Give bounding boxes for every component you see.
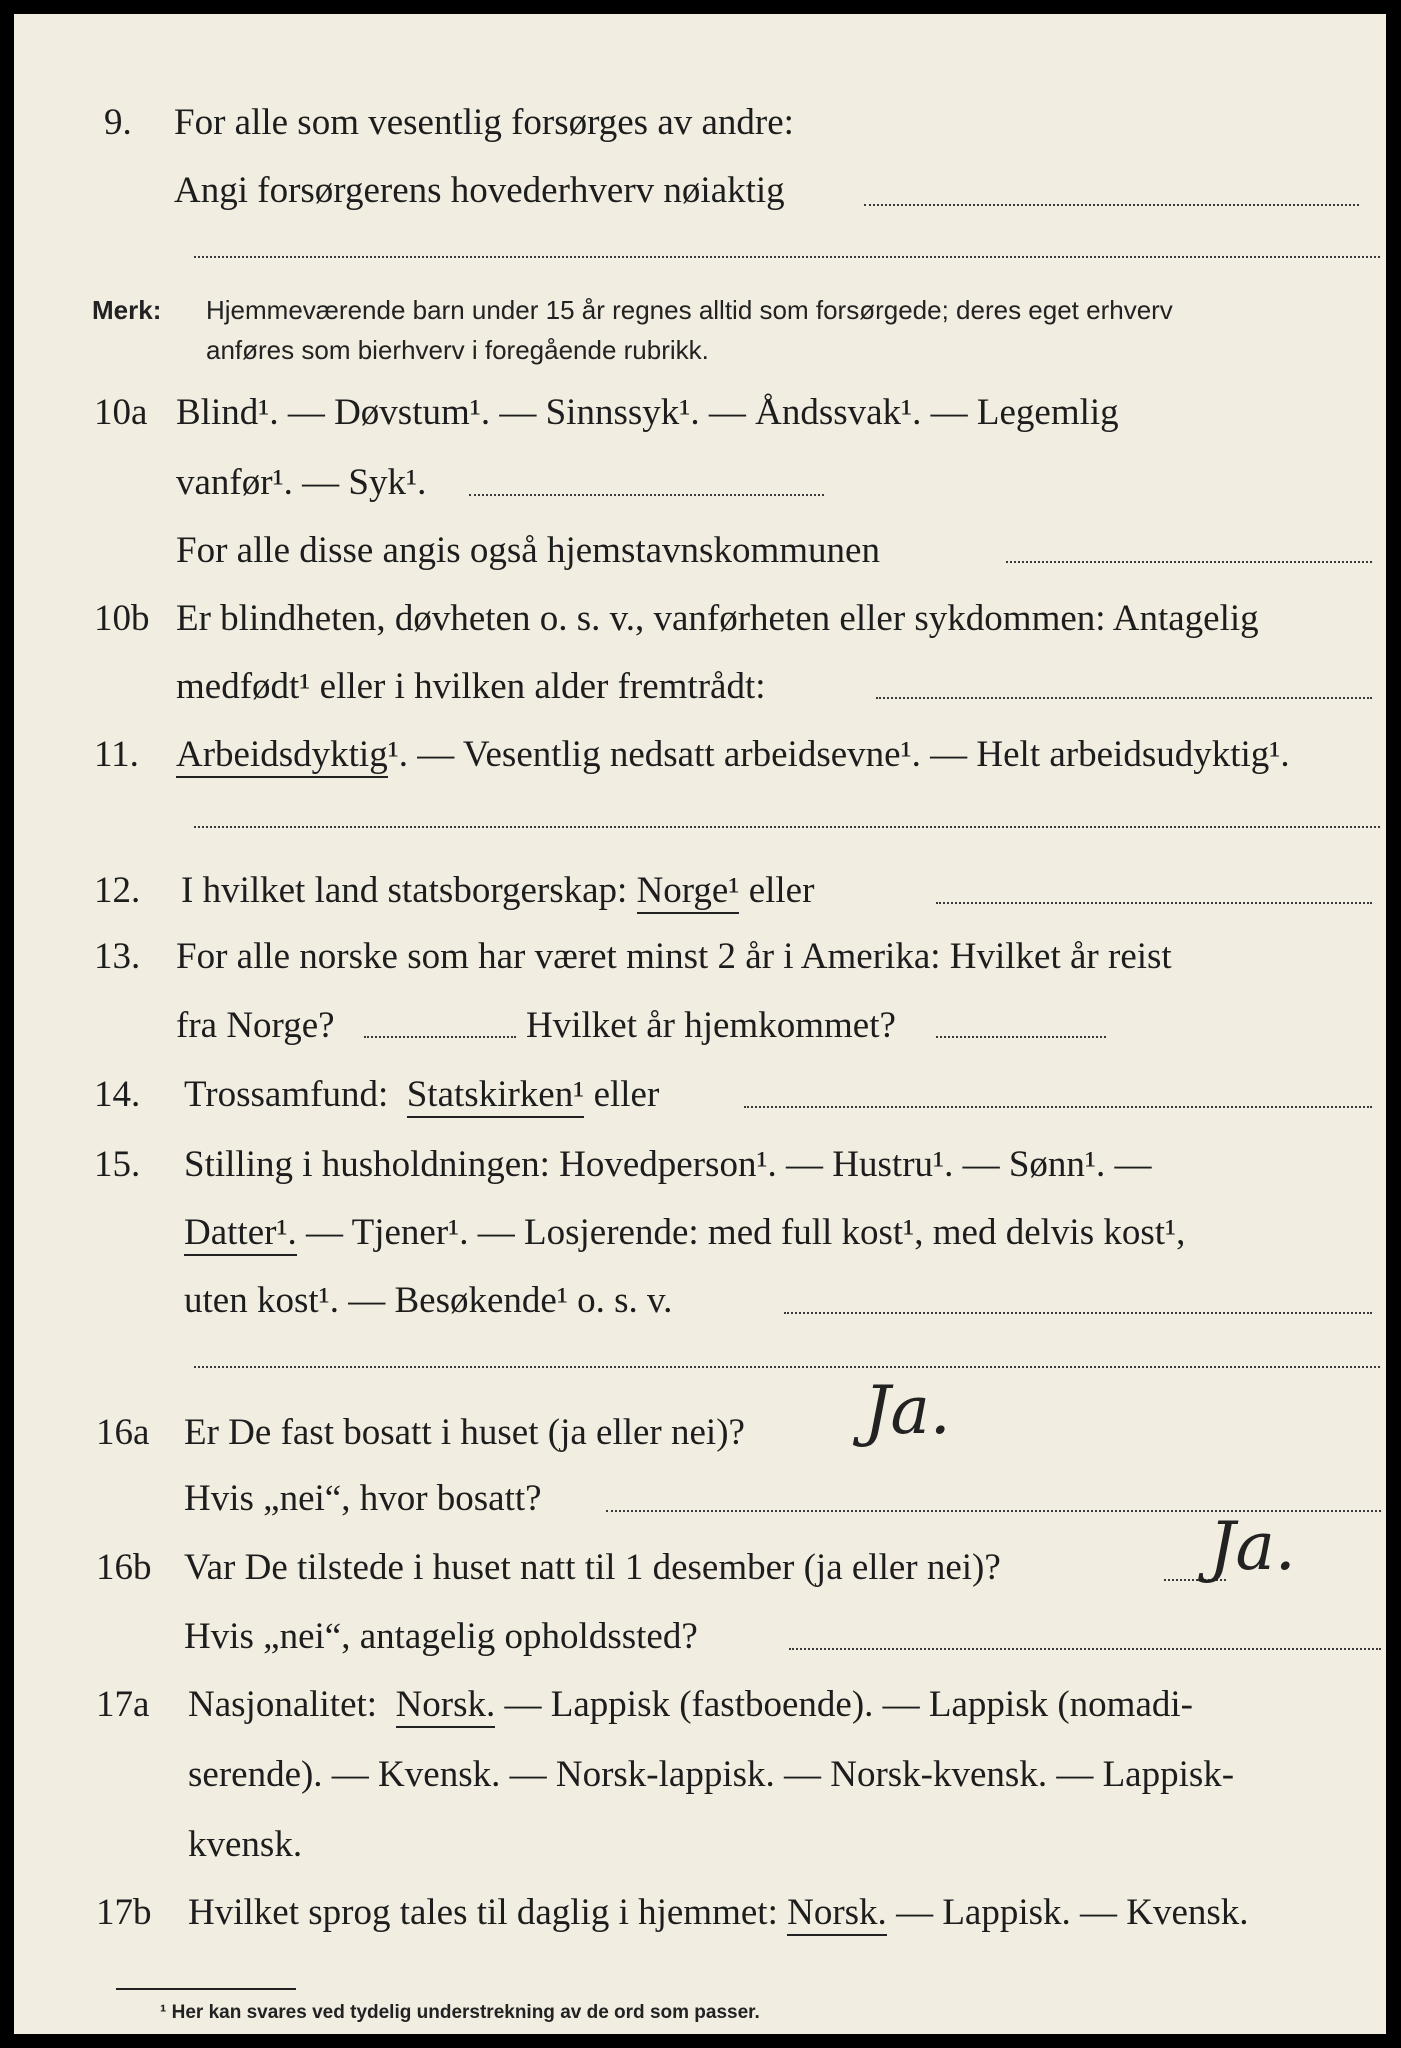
q10a-number: 10a <box>94 392 148 433</box>
q10a-line1: Blind¹. — Døvstum¹. — Sinnssyk¹. — Åndssvak¹. — Legemlig <box>176 392 1119 433</box>
q13-line1: For alle norske som har været minst 2 år i Amerika: Hvilket år reist <box>176 936 1172 977</box>
q14-line <box>184 1076 659 1113</box>
q12-suffix: eller <box>748 870 815 911</box>
q16a-number: 16a <box>96 1412 150 1453</box>
q16b-line2: Hvis „nei“, antagelig opholdssted? <box>184 1616 698 1657</box>
q10b-line1: Er blindheten, døvheten o. s. v., vanførheten eller sykdommen: Antagelig <box>176 598 1259 639</box>
merk-label: Merk: <box>92 295 162 325</box>
q12-number: 12. <box>94 870 141 911</box>
q15-line2-rest: — Tjener¹. — Losjerende: med full kost¹, med delvis kost¹, <box>296 1212 1186 1253</box>
merk-line2: anføres som bierhverv i foregående rubrikk. <box>206 335 709 365</box>
footnote-divider <box>116 1988 296 1990</box>
q15-answer-field-2[interactable] <box>194 1366 1380 1368</box>
q16b-handwritten-answer[interactable]: Ja. <box>1209 1508 1296 1585</box>
q10a-hjemstavn-field[interactable] <box>1006 561 1372 563</box>
q10b-line2: medfødt¹ eller i hvilken alder fremtrådt: <box>176 666 766 707</box>
q13-line2a: fra Norge? <box>176 1005 335 1046</box>
q12-answer-field[interactable] <box>936 902 1372 904</box>
q17a-prefix: Nasjonalitet: <box>188 1684 378 1725</box>
q11-answer-field[interactable] <box>194 826 1380 828</box>
q15-line3: uten kost¹. — Besøkende¹ o. s. v. <box>184 1280 673 1321</box>
q16a-line2: Hvis „nei“, hvor bosatt? <box>184 1478 542 1519</box>
q11-rest: . — Vesentlig nedsatt arbeidsevne¹. — Helt arbeidsudyktig¹. <box>398 734 1290 775</box>
q11-selected-option[interactable]: Arbeidsdyktig <box>176 734 388 778</box>
q16a-handwritten-answer[interactable]: Ja. <box>864 1372 951 1449</box>
q9-number: 9. <box>104 102 132 143</box>
q15-line2 <box>184 1214 1185 1251</box>
merk-line1: Hjemmeværende barn under 15 år regnes alltid som forsørgede; deres eget erhverv <box>206 295 1173 325</box>
q10b-number: 10b <box>94 598 150 639</box>
q9-answer-field-2[interactable] <box>194 256 1380 258</box>
q10a-answer-field[interactable] <box>469 494 824 496</box>
q15-line1: Stilling i husholdningen: Hovedperson¹. — Hustru¹. — Sønn¹. — <box>184 1144 1152 1185</box>
q17b-prefix: Hvilket sprog tales til daglig i hjemmet: <box>188 1892 778 1933</box>
q14-answer-field[interactable] <box>744 1106 1372 1108</box>
q14-suffix: eller <box>593 1074 660 1115</box>
q9-answer-field[interactable] <box>864 204 1359 206</box>
q10a-line3: For alle disse angis også hjemstavnskommunen <box>176 530 880 571</box>
q13-line2b: Hvilket år hjemkommet? <box>526 1005 896 1046</box>
q16b-opholdssted-field[interactable] <box>789 1648 1381 1650</box>
q11-sup: ¹ <box>387 734 399 775</box>
q17b-number: 17b <box>96 1892 152 1933</box>
q14-prefix: Trossamfund: <box>184 1074 389 1115</box>
q13-hjemkommet-field[interactable] <box>936 1036 1106 1038</box>
q15-number: 15. <box>94 1144 141 1185</box>
q16b-line1: Var De tilstede i huset natt til 1 desember (ja eller nei)? <box>184 1547 1001 1588</box>
q13-reist-field[interactable] <box>364 1036 516 1038</box>
q9-line2: Angi forsørgerens hovederhverv nøiaktig <box>174 170 785 211</box>
q11-number: 11. <box>94 734 139 775</box>
q17a-line1-rest: — Lappisk (fastboende). — Lappisk (nomadi- <box>495 1684 1193 1725</box>
q16b-number: 16b <box>96 1547 152 1588</box>
q16a-line1: Er De fast bosatt i huset (ja eller nei)? <box>184 1412 745 1453</box>
q9-line1: For alle som vesentlig forsørges av andre: <box>174 102 794 143</box>
q17b-line <box>188 1894 1249 1931</box>
q10a-line2: vanfør¹. — Syk¹. <box>176 462 427 503</box>
q17a-line2: serende). — Kvensk. — Norsk-lappisk. — Norsk-kvensk. — Lappisk- <box>188 1754 1235 1795</box>
q17a-line3: kvensk. <box>188 1824 303 1865</box>
q11-line <box>176 736 1290 773</box>
q10b-answer-field[interactable] <box>876 697 1372 699</box>
q13-number: 13. <box>94 936 141 977</box>
q17b-selected-option[interactable]: Norsk. <box>787 1892 887 1936</box>
q12-selected-option[interactable]: Norge¹ <box>637 870 740 914</box>
q17a-selected-option[interactable]: Norsk. <box>396 1684 496 1728</box>
q12-prefix: I hvilket land statsborgerskap: <box>181 870 628 911</box>
q14-selected-option[interactable]: Statskirken¹ <box>407 1074 585 1118</box>
q14-number: 14. <box>94 1074 141 1115</box>
footnote: ¹ Her kan svares ved tydelig understrekning av de ord som passer. <box>160 2002 760 2023</box>
q15-answer-field[interactable] <box>784 1312 1372 1314</box>
q17b-rest: — Lappisk. — Kvensk. <box>886 1892 1249 1933</box>
q15-selected-option[interactable]: Datter¹. <box>184 1212 297 1256</box>
q17a-line1 <box>188 1686 1193 1723</box>
q12-line <box>181 872 814 909</box>
census-form-page <box>14 14 1386 2034</box>
q17a-number: 17a <box>96 1684 150 1725</box>
